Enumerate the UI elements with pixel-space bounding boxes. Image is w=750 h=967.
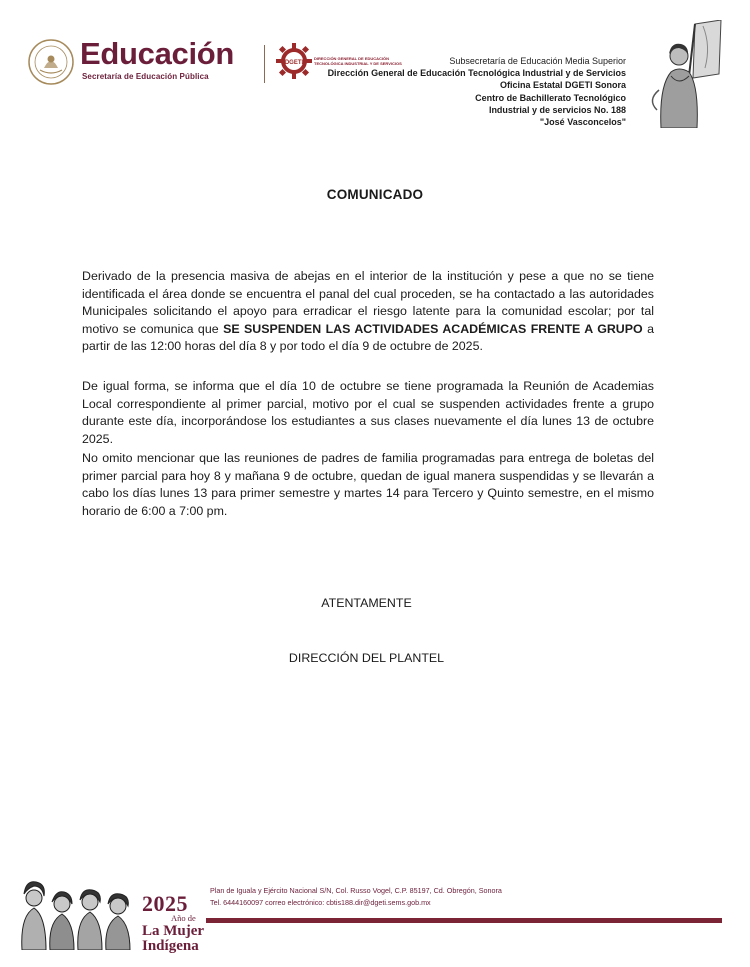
year-name-line-1: La Mujer <box>142 922 205 939</box>
office-line: Oficina Estatal DGETI Sonora <box>499 80 626 91</box>
paragraph-3: No omito mencionar que las reuniones de padres de familia programadas para entrega de boletas del primer parcial para hoy 8 y mañana 9 de octubre, quedan de igual manera suspendidas y se llevarán a cabo los días lunes 13 para primer semestre y martes 14 para Tercero y Quinto semestre, en el mismo horario de 6:00 a 7:00 pm. <box>82 451 654 518</box>
dgeti-caption-line: DIRECCIÓN GENERAL DE EDUCACIÓN <box>314 56 390 61</box>
closing-salutation: ATENTAMENTE <box>321 596 412 610</box>
footer-address: Plan de Iguala y Ejército Nacional S/N, Col. Russo Vogel, C.P. 85197, Cd. Obregón, Sonora <box>210 886 502 895</box>
brand-subtitle: Secretaría de Educación Pública <box>82 72 209 81</box>
paragraph-1 <box>82 268 654 356</box>
year-badge <box>142 893 206 954</box>
dgeti-gear-logo-icon <box>276 43 312 79</box>
document-title: COMUNICADO <box>326 187 424 202</box>
signatory: DIRECCIÓN DEL PLANTEL <box>288 651 445 665</box>
paragraph-1-text-end: a partir de las 12:00 horas del día 8 y por todo el día 9 de octubre de 2025. <box>82 321 654 353</box>
header-divider <box>264 45 265 83</box>
office-line: Centro de Bachillerato Tecnológico <box>475 92 626 103</box>
dgeti-caption-line: TECNOLÓGICA INDUSTRIAL Y DE SERVICIOS <box>314 61 402 66</box>
heroine-with-flag-illustration <box>633 20 725 128</box>
office-line: "José Vasconcelos" <box>539 117 626 128</box>
paragraph-1-text: Derivado de la presencia masiva de abejas en el interior de la institución y pese a que no se tiene identificada el área donde se encuentra el panal del cual proceden, se ha contactado a las autoridades Municipales solicitando el apoyo para erradicar el riesgo latente para la comunidad escolar; por tal motivo se comunica que <box>82 269 654 336</box>
paragraph-2: De igual forma, se informa que el día 10 de octubre se tiene programada la Reunión de Academias Local correspondiente al primer parcial, motivo por el cual se suspenden actividades frente a grupo durante este día, incorporándose los estudiantes a sus clases nuevamente el día lunes 13 de octubre 2025. <box>82 379 654 446</box>
year-number: 2025 <box>142 891 188 916</box>
office-line: Dirección General de Educación Tecnológica Industrial y de Servicios <box>327 68 626 79</box>
brand-title: Educación <box>80 36 235 71</box>
year-name-line-2: Indígena <box>142 937 199 954</box>
office-line: Subsecretaría de Educación Media Superior <box>449 56 626 66</box>
indigenous-women-illustration <box>16 872 138 950</box>
paragraph-1-emphasis: SE SUSPENDEN LAS ACTIVIDADES ACADÉMICAS FRENTE A GRUPO <box>223 321 643 336</box>
footer-bar <box>206 918 722 923</box>
office-line: Industrial y de servicios No. 188 <box>488 104 626 115</box>
issuing-office-block <box>328 55 626 128</box>
svg-text:DGETI: DGETI <box>284 60 304 66</box>
year-caption: Año de <box>171 913 196 923</box>
national-seal-icon <box>27 38 75 86</box>
footer-contact: Tel. 6444160097 correo electrónico: cbtis188.dir@dgeti.sems.gob.mx <box>210 898 431 907</box>
